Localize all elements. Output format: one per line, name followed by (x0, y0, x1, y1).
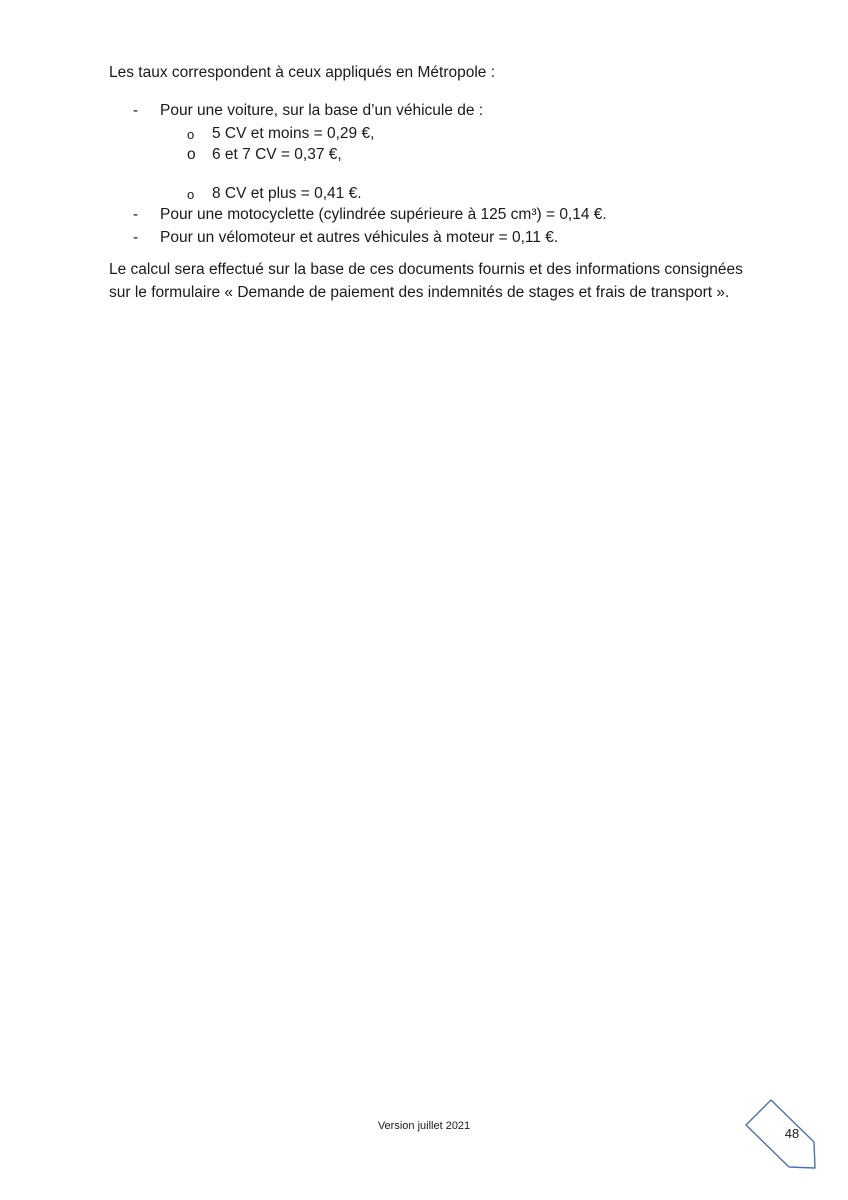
dash-bullet: - (133, 102, 139, 119)
list-item-moto: Pour une motocyclette (cylindrée supérieure à 125 cm³) = 0,14 €. (160, 206, 607, 223)
list-subitem-6-7cv: 6 et 7 CV = 0,37 €, (212, 146, 342, 163)
dash-bullet: - (133, 229, 139, 246)
list-item-velomoteur: Pour un vélomoteur et autres véhicules à moteur = 0,11 €. (160, 229, 559, 246)
circle-bullet: o (187, 127, 195, 142)
conclusion-line-2: sur le formulaire « Demande de paiement des indemnités de stages et frais de transport ». (109, 284, 730, 301)
circle-bullet: o (187, 146, 196, 163)
intro-paragraph: Les taux correspondent à ceux appliqués en Métropole : (109, 64, 496, 81)
list-item-voiture: Pour une voiture, sur la base d’un véhicule de : (160, 102, 484, 119)
conclusion-line-1: Le calcul sera effectué sur la base de ces documents fournis et des informations consignées (109, 261, 743, 278)
dash-bullet: - (133, 206, 139, 223)
list-subitem-5cv: 5 CV et moins = 0,29 €, (212, 125, 375, 142)
footer-version: Version juillet 2021 (377, 1120, 471, 1132)
list-subitem-8cv: 8 CV et plus = 0,41 €. (212, 185, 362, 202)
circle-bullet: o (187, 187, 195, 202)
page-number: 48 (784, 1126, 800, 1141)
